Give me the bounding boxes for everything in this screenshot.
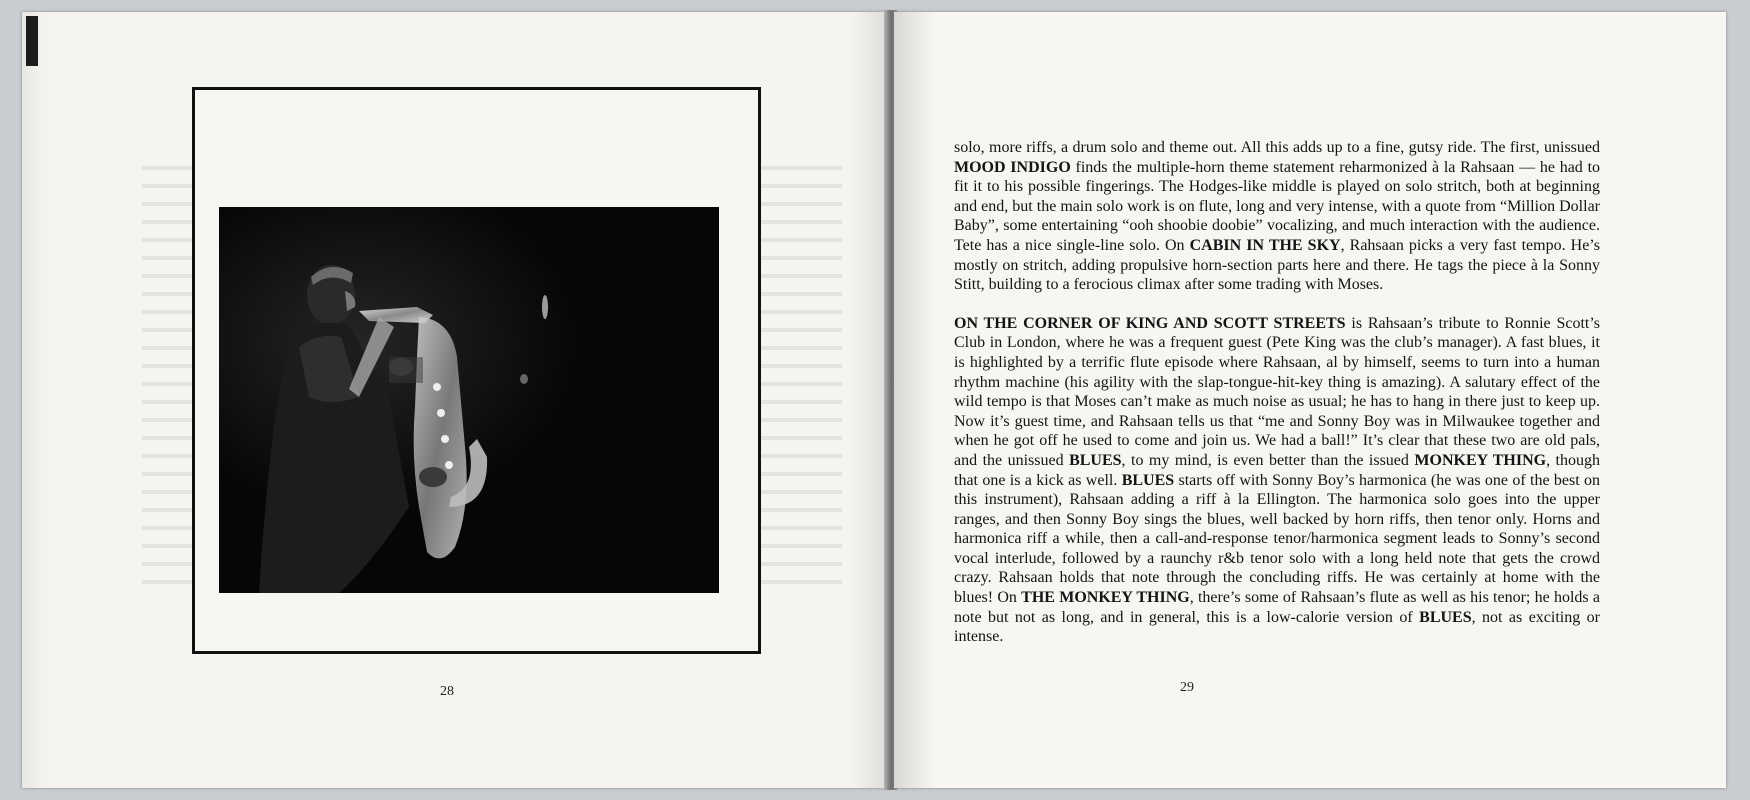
- text-run: , not as exciting or intense.: [954, 608, 1600, 646]
- saxophonist-image: [219, 207, 719, 593]
- song-title: ON THE CORNER OF KING AND SCOTT STREETS: [954, 314, 1346, 332]
- gutter-shadow: [894, 12, 934, 788]
- edge-mark: [26, 16, 38, 66]
- song-title: MONKEY THING: [1414, 451, 1547, 469]
- page-number-right: 29: [1180, 680, 1194, 695]
- text-run: finds the multiple-horn theme statement reharmonized à la Rahsaan — he had to fit it to his possible fingerings. The Hodges-like middle is played on solo stritch, both at beginning and end, but the main solo work is on flute, long and very intense, with a quote from “Million Dollar Baby”, some entertaining “ooh shoobie doobie” vocalizing, and much interaction with the audience. Tete has a nice single-line solo. On: [954, 158, 1601, 254]
- left-page: [22, 12, 890, 788]
- page-edge: [22, 12, 52, 788]
- text-run: , though that one is a kick as well.: [954, 451, 1601, 489]
- song-title: BLUES: [1069, 451, 1122, 469]
- photo-frame: [192, 87, 761, 654]
- saxophonist-photo: [219, 207, 719, 593]
- text-run: starts off with Sonny Boy’s harmonica (he was one of the best on this instrument), Rahsaan adding a riff à la Ellington. The harmonica solo goes into the upper ranges, and then Sonny Boy sings the blues, well backed by horn riffs, then tenor only. Horns and harmonica riff a while, then a call-and-response tenor/harmonica segment leads to Sonny’s second vocal interlude, followed by a raunchy r&b tenor solo with a long held note that gets the crowd crazy. Rahsaan holds that note through the concluding riffs. He was certainly at home with the blues! On: [954, 471, 1600, 607]
- song-title: MOOD INDIGO: [954, 158, 1071, 176]
- liner-notes-text: [954, 138, 1600, 647]
- text-run: , Rahsaan picks a very fast tempo. He’s mostly on stritch, adding propulsive horn-section parts here and there. He tags the piece à la Sonny Stitt, building to a ferocious climax after some trading with Moses.: [954, 236, 1600, 294]
- text-run: , there’s some of Rahsaan’s flute as well as his tenor; he holds a note but not as long, and in general, this is a low-calorie version of: [954, 589, 1601, 626]
- page-number-left: 28: [440, 684, 454, 699]
- song-title: BLUES: [1121, 471, 1175, 489]
- song-title: BLUES: [1419, 608, 1472, 626]
- text-run: is Rahsaan’s tribute to Ronnie Scott’s Club in London, where he was a frequent guest (Pete King was the club’s manager). A fast blues, it is highlighted by a terrific flute episode where Rahsaan, al by himself, seems to turn into a human rhythm machine (his agility with the slap-tongue-hit-key thing is amazing). A salutary effect of the wild tempo is that Moses can’t make as much noise as usual; he has to hang in there just to keep up. Now it’s guest time, and Rahsaan tells us that “me and Sonny Boy was in Milwaukee together and when he got off he used to come and join us. We had a ball!” It’s clear that these two are old pals, and the unissued: [954, 314, 1601, 469]
- song-title: CABIN IN THE SKY: [1189, 236, 1341, 254]
- right-page: [894, 12, 1726, 788]
- text-run: , to my mind, is even better than the issued: [1121, 451, 1415, 469]
- paragraph: [954, 314, 1600, 647]
- song-title: THE MONKEY THING: [1021, 589, 1190, 607]
- paragraph: [954, 138, 1600, 295]
- text-run: solo, more riffs, a drum solo and theme out. All this adds up to a fine, gutsy ride. The first, unissued: [954, 139, 1600, 156]
